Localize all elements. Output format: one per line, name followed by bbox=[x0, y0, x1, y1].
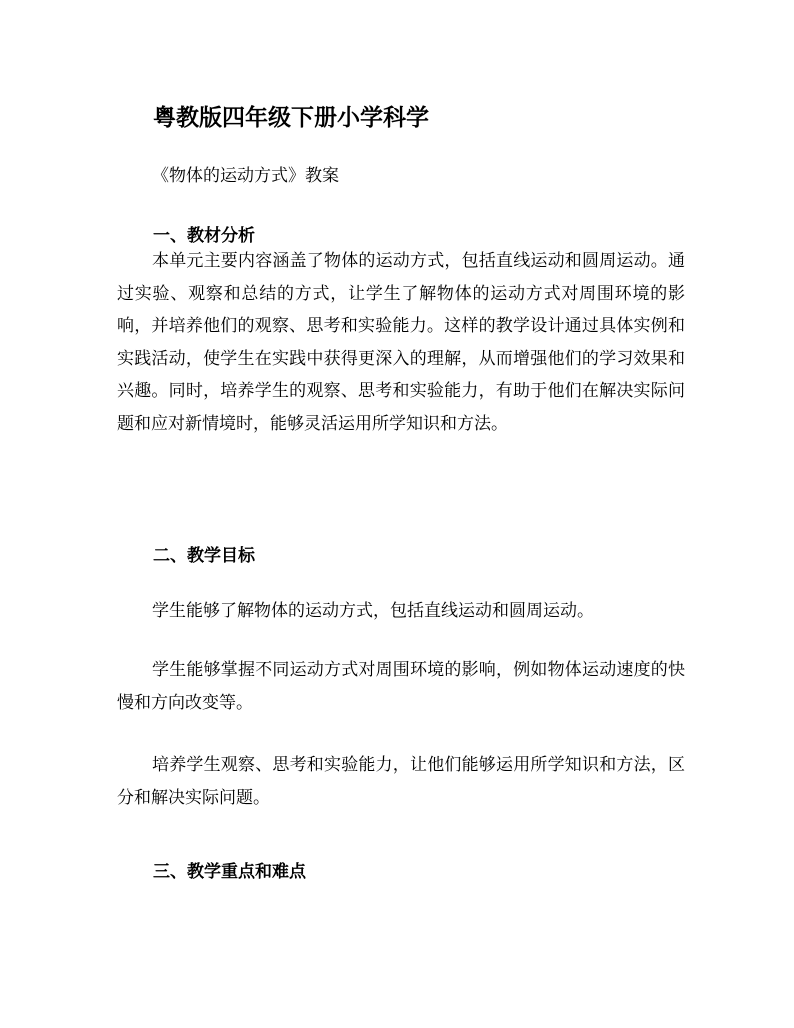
section-heading-materials-analysis: 一、教材分析 bbox=[153, 226, 255, 246]
paragraph-objective-1: 学生能够了解物体的运动方式，包括直线运动和圆周运动。 bbox=[152, 601, 594, 621]
paragraph-objective-2: 学生能够掌握不同运动方式对周围环境的影响，例如物体运动速度的快慢和方向改变等。 bbox=[117, 660, 685, 713]
document-title: 粤教版四年级下册小学科学 bbox=[153, 104, 429, 131]
section-heading-teaching-objectives: 二、教学目标 bbox=[153, 546, 255, 566]
document-subtitle: 《物体的运动方式》教案 bbox=[152, 166, 339, 186]
paragraph-objective-3: 培养学生观察、思考和实验能力，让他们能够运用所学知识和方法，区分和解决实际问题。 bbox=[117, 755, 685, 808]
paragraph-materials-analysis: 本单元主要内容涵盖了物体的运动方式，包括直线运动和圆周运动。通过实验、观察和总结的方式，让学生了解物体的运动方式对周围环境的影响，并培养他们的观察、思考和实验能力。这样的教学设计通过具体实例和实践活动，使学生在实践中获得更深入的理解，从而增强他们的学习效果和兴趣。同时，培养学生的观察、思考和实验能力，有助于他们在解决实际问题和应对新情境时，能够灵活运用所学知识和方法。 bbox=[117, 251, 685, 434]
section-heading-key-points: 三、教学重点和难点 bbox=[153, 862, 306, 882]
